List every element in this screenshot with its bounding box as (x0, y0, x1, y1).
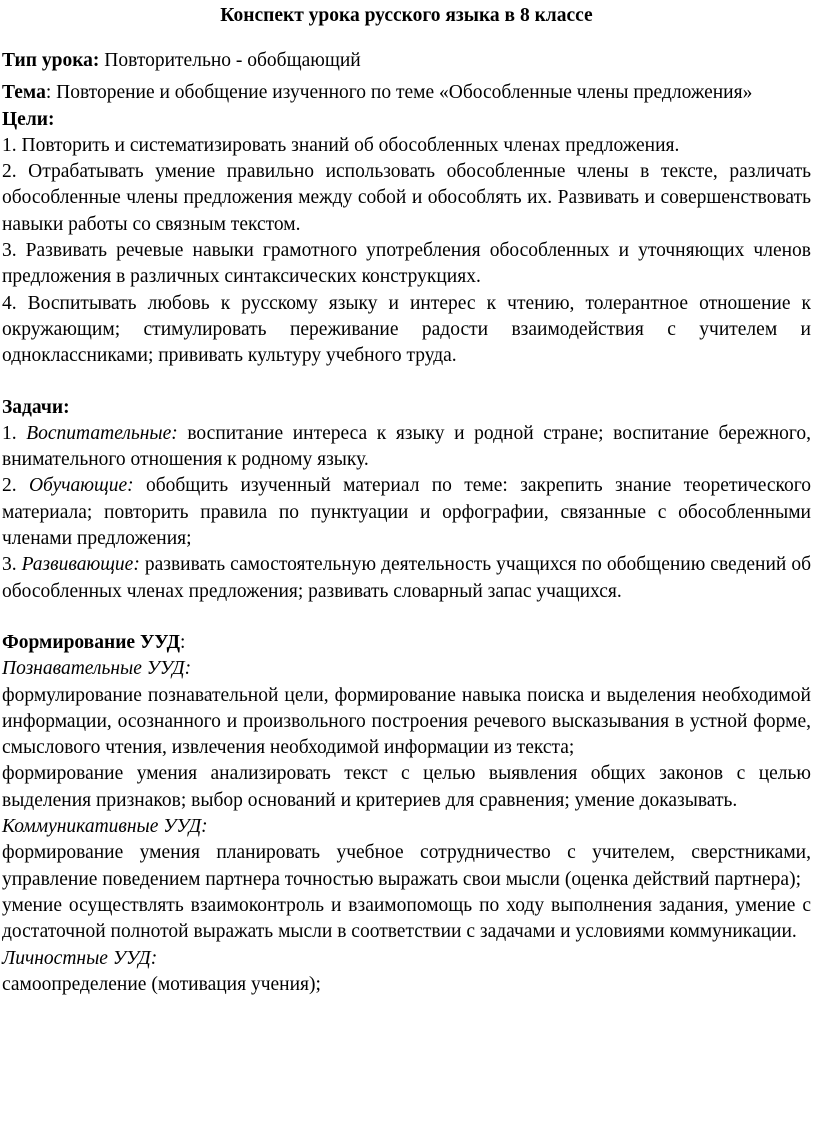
goal-item-2: 2. Отрабатывать умение правильно использовать обособленные члены в тексте, различать обособленные члены предложения между собой и обособлять их. Развивать и совершенствовать навыки работы со связным текстом. (2, 161, 811, 235)
topic-line (2, 80, 811, 106)
personal-uud-item-1: самоопределение (мотивация учения); (2, 973, 321, 995)
lesson-type-line (2, 48, 811, 74)
task-item-3-label: Развивающие: (21, 554, 140, 576)
spacer (2, 605, 811, 630)
cognitive-uud-item-2: формирование умения анализировать текст с целью выявления общих законов с целью выделения признаков; выбор оснований и критериев для сравнения; умение доказывать. (2, 763, 811, 811)
task-item-2: 2. Обучающие: обобщить изученный материал по теме: закрепить знание теоретического материала; повторить правила по пунктуации и орфографии, связанные с обособленными членами предложения; (2, 475, 811, 550)
spacer (2, 370, 811, 395)
goal-item-1: 1. Повторить и систематизировать знаний об обособленных членах предложения. (2, 134, 680, 156)
lesson-type-value: Повторительно - обобщающий (99, 50, 361, 71)
communicative-uud-item-1: формирование умения планировать учебное сотрудничество с учителем, сверстниками, управление поведением партнера точностью выражать свои мысли (оценка действий партнера); (2, 842, 811, 890)
task-item-1-label: Воспитательные: (26, 422, 178, 444)
topic-label: Тема (2, 82, 46, 104)
personal-uud-label: Личностные УУД: (2, 947, 158, 969)
document-title: Конспект урока русского языка в 8 классе (220, 5, 593, 26)
goal-item-4: 4. Воспитывать любовь к русскому языку и интерес к чтению, толерантное отношение к окружающим; стимулировать переживание радости взаимодействия с учителем и одноклассниками; прививать культуру учебного труда. (2, 292, 811, 367)
cognitive-uud-label: Познавательные УУД: (2, 658, 192, 680)
cognitive-uud-item-1: формулирование познавательной цели, формирование навыка поиска и выделения необходимой информации, осознанного и произвольного построения речевого высказывания в устной форме, смыслового чтения, извлечения необходимой информации из текста; (2, 684, 811, 759)
goal-item-3: 3. Развивать речевые навыки грамотного употребления обособленных и уточняющих членов предложения в различных синтаксических конструкциях. (2, 240, 811, 288)
task-item-1: 1. Воспитательные: воспитание интереса к языку и родной стране; воспитание бережного, внимательного отношения к родному языку. (2, 422, 812, 471)
uud-heading: Формирование УУД: (2, 631, 186, 653)
communicative-uud-item-2: умение осуществлять взаимоконтроль и взаимопомощь по ходу выполнения задания, умение с достаточной полнотой выражать мысли в соответствии с задачами и условиями коммуникации. (2, 894, 811, 943)
topic-value: : Повторение и обобщение изученного по теме «Обособленные члены предложения» (45, 82, 753, 104)
document-page (0, 3, 816, 1144)
task-item-3: 3. Развивающие: развивать самостоятельную деятельность учащихся по обобщению сведений об обособленных членах предложения; развивать словарный запас учащихся. (2, 554, 811, 602)
lesson-type-label: Тип урока: (2, 50, 100, 71)
tasks-heading: Задачи: (2, 396, 70, 418)
goals-heading: Цели: (2, 108, 55, 130)
communicative-uud-label: Коммуникативные УУД: (2, 816, 208, 838)
task-item-2-label: Обучающие: (28, 475, 134, 497)
